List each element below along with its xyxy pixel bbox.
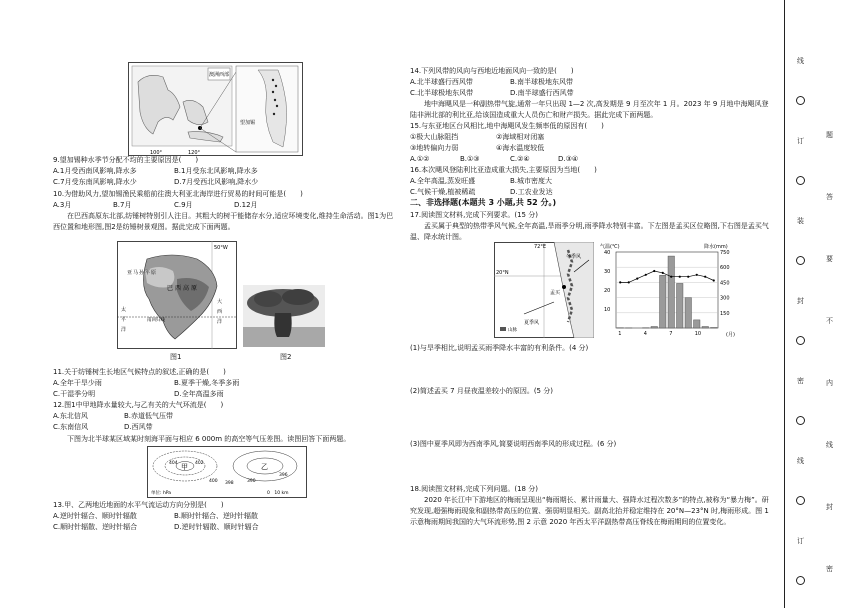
q14-stem: 14.下列风带的风向与西地近地面风向一致的是( ) (410, 67, 574, 75)
svg-text:400: 400 (209, 479, 218, 484)
q17-part-2: (2)简述孟买 7 月昼夜温差较小的原因。(5 分) (410, 387, 553, 395)
svg-text:396: 396 (279, 473, 288, 478)
q12-stem: 12.图1中甲地降水量较大,与乙有关的大气环流是( ) (53, 401, 224, 409)
isobar-scale: 0 10 km (267, 491, 289, 496)
label-atlantic: 大 (217, 299, 223, 305)
gutter-circle (796, 416, 805, 425)
gutter-char-outer: 封 (826, 503, 833, 511)
lat-20: 20°N (496, 270, 509, 276)
precip-bar (668, 256, 675, 328)
q13-option-c[interactable]: C.顺时针辐散、逆时针辐合 (53, 523, 138, 531)
climate-chart (600, 242, 740, 338)
q17-part-1: (1)与旱季相比,说明孟买雨季降水丰富的有利条件。(4 分) (410, 344, 589, 352)
gutter-char: 线 (797, 457, 804, 465)
q11-option-c[interactable]: C.干湿季分明 (53, 390, 96, 398)
chart-ylabel-right: 降水(mm) (704, 244, 728, 250)
precip-tick: 150 (720, 310, 730, 317)
fig2-caption: 图2 (280, 353, 292, 361)
precip-bar (677, 283, 684, 328)
precip-tick: 600 (720, 265, 730, 272)
svg-text:洋: 洋 (121, 327, 127, 333)
precip-tick: 750 (720, 250, 730, 256)
southeast-asia-map (128, 62, 303, 156)
svg-text:平: 平 (145, 270, 151, 276)
gutter-circle (796, 576, 805, 585)
gutter-char: 订 (797, 537, 804, 545)
gutter-circle (796, 496, 805, 505)
month-tick: 1 (618, 331, 622, 337)
svg-text:404: 404 (169, 461, 178, 466)
mumbai-marker (562, 285, 566, 289)
gutter-char-outer: 要 (826, 255, 833, 263)
baobab-photo (243, 285, 325, 347)
q10-option-b[interactable]: B.7月 (113, 201, 132, 209)
q9-option-c[interactable]: C.7月受东南风影响,降水少 (53, 178, 137, 186)
precip-bar (685, 298, 692, 328)
precip-tick: 300 (720, 295, 730, 302)
q17-stem: 17.阅读图文材料,完成下列要求。(15 分) (410, 211, 538, 219)
q10-option-c[interactable]: C.9月 (174, 201, 193, 209)
q10-stem: 10.为借助风力,望加锡渔民乘船前往澳大利亚北海岸进行贸易的时间可能是( ) (53, 190, 303, 198)
brazil-map (117, 241, 237, 349)
temp-tick: 40 (604, 250, 611, 256)
q15-statement-1: ①极大山脉阻挡 (410, 133, 459, 141)
q9-option-d[interactable]: D.7月受西北风影响,降水少 (174, 178, 259, 186)
q13-stem: 13.甲、乙两地近地面的水平气流运动方向分别是( ) (53, 501, 224, 509)
q16-option-c[interactable]: C.气候干燥,植被稀疏 (410, 188, 476, 196)
month-tick: 4 (643, 331, 647, 337)
svg-text:马: 马 (133, 270, 139, 276)
precip-bar (651, 326, 658, 328)
q16-option-b[interactable]: B.城市密度大 (510, 177, 553, 185)
temp-tick: 30 (604, 269, 611, 275)
temp-tick: 10 (604, 307, 611, 313)
q15-option-d[interactable]: D.③④ (558, 155, 579, 163)
intro-medicane: 地中海飓风是一种副热带气旋,通常一年只出现 1—2 次,高发期是 9 月至次年 1 月。2023 年 9 月地中海飓风登陆非洲北部的利比亚,给该国造成重大人员伤亡和财产损失。据此完成下面两题。 (410, 100, 769, 119)
gutter-char: 密 (797, 377, 804, 385)
chart-xlabel: (月) (726, 332, 735, 338)
q15-option-b[interactable]: B.①③ (460, 155, 480, 163)
precip-tick: 450 (720, 280, 730, 287)
q14-option-d[interactable]: D.南半球盛行西风带 (510, 89, 574, 97)
gutter-char: 封 (797, 297, 804, 305)
svg-text:西: 西 (217, 309, 223, 315)
label-mumbai: 孟买 (550, 290, 561, 296)
svg-text:西: 西 (175, 285, 182, 292)
q14-option-a[interactable]: A.北半球盛行西风带 (410, 78, 473, 86)
svg-text:平: 平 (121, 317, 127, 323)
chart-ylabel-left: 气温(℃) (600, 244, 620, 250)
q9-option-b[interactable]: B.1月受东北风影响,降水多 (174, 167, 258, 175)
svg-text:402: 402 (195, 461, 204, 466)
boundary-label: 望加锡 (240, 120, 256, 126)
q13-option-b[interactable]: B.顺时针辐合、逆时针辐散 (174, 512, 259, 520)
precip-bar (711, 327, 718, 328)
chart-frame (616, 252, 718, 328)
gutter-char-outer: 内 (826, 379, 833, 387)
month-tick: 10 (694, 331, 702, 337)
svg-text:原: 原 (151, 270, 157, 276)
q13-option-a[interactable]: A.逆时针辐合、顺时针辐散 (53, 512, 137, 520)
gutter-char-outer: 线 (826, 441, 833, 449)
q16-option-d[interactable]: D.工农业发达 (510, 188, 553, 196)
precip-bar (660, 275, 667, 328)
q15-statement-4: ④海水温度较低 (496, 144, 545, 152)
gutter-circle (796, 96, 805, 105)
svg-text:高: 高 (183, 285, 190, 292)
q16-option-a[interactable]: A.全年高温,蒸发旺盛 (410, 177, 476, 185)
temp-line (620, 271, 714, 282)
lon-100: 100° (150, 150, 163, 156)
legend-mountain: 山脉 (508, 328, 517, 333)
q15-option-c[interactable]: C.②④ (510, 155, 530, 163)
label-yamaxun: 亚 (127, 270, 133, 276)
svg-text:398: 398 (225, 481, 234, 486)
binding-gutter (780, 0, 860, 608)
label-yi: 乙 (261, 463, 268, 471)
section-2-heading: 二、非选择题(本题共 3 小题,共 52 分。) (410, 198, 557, 207)
mumbai-map (494, 242, 594, 338)
gutter-char: 线 (797, 57, 804, 65)
q18-stem: 18.阅读图文材料,完成下列问题。(18 分) (410, 485, 538, 493)
q12-option-d[interactable]: D.西风带 (124, 423, 153, 431)
temp-tick: 20 (604, 288, 611, 294)
svg-text:孙: 孙 (139, 270, 145, 276)
q14-option-c[interactable]: C.北半球极地东风带 (410, 89, 474, 97)
q15-statement-3: ③地转偏向力弱 (410, 144, 459, 152)
q15-option-a[interactable]: A.①② (410, 155, 430, 163)
q15-stem: 15.与东亚地区台风相比,地中海飓风发生频率低的原因有( ) (410, 122, 604, 130)
q11-option-a[interactable]: A.全年干旱少雨 (53, 379, 102, 387)
q11-stem: 11.关于纺锤树生长地区气候特点的叙述,正确的是( ) (53, 368, 226, 376)
svg-text:390: 390 (247, 479, 256, 484)
gutter-char-outer: 答 (826, 193, 833, 201)
inset-label: 澳洲西部 (209, 72, 230, 78)
lat-label: 50°W (214, 245, 228, 251)
q17-part-3: (3)图中夏季风即为西南季风,简要说明西南季风的形成过程。(6 分) (410, 440, 617, 448)
intro-baobab: 在巴西高原东北部,纺锤树特别引人注目。其粗大的树干能储存水分,适应环境变化,维持生命活动。图1为巴西位置和地形图,图2是纺锤树景观图。据此完成下面两题。 (53, 212, 394, 231)
q11-option-d[interactable]: D.全年高温多雨 (174, 390, 224, 398)
q11-option-b[interactable]: B.夏季干燥,冬季多雨 (174, 379, 240, 387)
q18-material: 2020 年长江中下游地区的梅雨呈现出“梅雨期长、累计雨量大、强降水过程次数多”的特点,被称为“暴力梅”。研究发现,超强梅雨现象和副热带高压的位置、强弱明显相关。副高北抬并稳定维持在 20°N—23°N 时,梅雨形成。图 1 示意梅雨期间我国的大气环流形势,图 2 示意 2020 年西太平洋副热带高压脊线在梅雨期间的位置变化。 (410, 496, 769, 526)
precip-bar (694, 320, 701, 328)
isobar-unit: 单位: hPa (151, 491, 172, 496)
precip-bar (702, 326, 709, 328)
fig1-caption: 图1 (170, 353, 182, 361)
q14-option-b[interactable]: B.南半球极地东风带 (510, 78, 574, 86)
label-baxi: 巴 (167, 285, 174, 292)
gutter-char-outer: 题 (826, 131, 833, 139)
label-jia: 甲 (181, 463, 188, 471)
q13-option-d[interactable]: D.逆时针辐散、顺时针辐合 (174, 523, 259, 531)
q10-option-a[interactable]: A.3月 (53, 201, 72, 209)
q17-material: 孟买属于典型的热带季风气候,全年高温,旱雨季分明,雨季降水特别丰富。下左图是孟买区位略图,下右图是孟买气温、降水统计图。 (410, 222, 769, 241)
q9-option-a[interactable]: A.1月受西南风影响,降水多 (53, 167, 137, 175)
gutter-circle (796, 336, 805, 345)
gutter-char: 订 (797, 137, 804, 145)
gutter-char-outer: 不 (826, 317, 833, 325)
q9-stem: 9.望加锡种水季节分配不均的主要原因是( ) (53, 156, 199, 164)
q15-statement-2: ②海域相对闭塞 (496, 133, 545, 141)
label-winter-monsoon: 冬季风 (566, 254, 582, 260)
gutter-circle (796, 256, 805, 265)
gutter-char-outer: 密 (826, 565, 833, 573)
isobar-chart (147, 446, 307, 498)
gutter-circle (796, 176, 805, 185)
label-pacific: 太 (121, 307, 127, 313)
label-summer-monsoon: 夏季风 (524, 320, 540, 326)
q10-option-d[interactable]: D.12月 (234, 201, 258, 209)
label-tropic: 南回归线 (147, 318, 165, 323)
lon-72: 72°E (534, 244, 547, 250)
svg-text:洋: 洋 (217, 319, 223, 325)
svg-text:原: 原 (191, 285, 198, 292)
lon-120: 120° (188, 150, 201, 156)
intro-isobar: 下图为北半球某区域某时刻海平面与相应 6 000m 的高空等气压差图。读图回答下面两题。 (67, 435, 351, 443)
gutter-char: 装 (797, 217, 804, 225)
q12-option-a[interactable]: A.东北信风 (53, 412, 88, 420)
q12-option-c[interactable]: C.东南信风 (53, 423, 89, 431)
q12-option-b[interactable]: B.赤道低气压带 (124, 412, 174, 420)
month-tick: 7 (669, 331, 673, 337)
q16-stem: 16.本次飓风登陆利比亚造成重大损失,主要原因为当地( ) (410, 166, 597, 174)
